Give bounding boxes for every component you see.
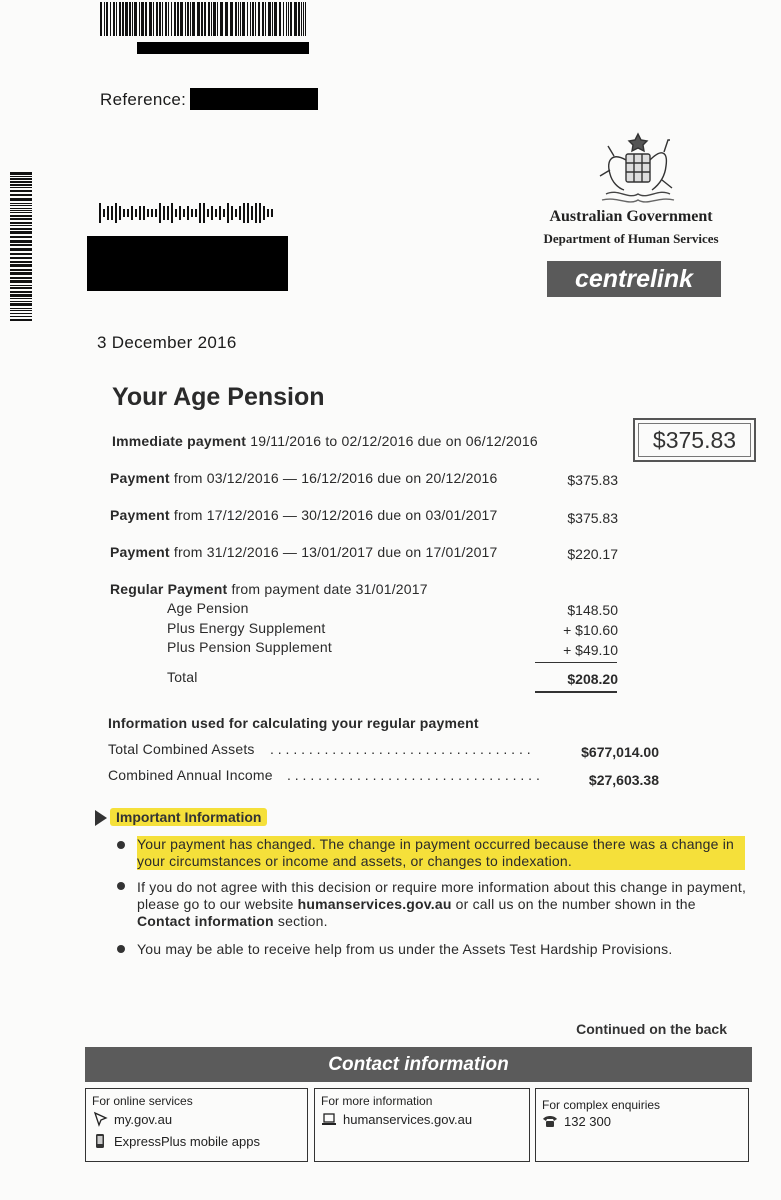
breakdown-amount: + $49.10 [563, 642, 618, 658]
breakdown-label: Age Pension [167, 600, 249, 616]
website-item[interactable] [321, 1111, 472, 1127]
government-name: Australian Government [549, 208, 713, 225]
humanservices-link[interactable]: humanservices.gov.au [343, 1111, 473, 1127]
triangle-arrow-icon [95, 810, 107, 826]
website-link[interactable]: humanservices.gov.au [297, 896, 452, 912]
payment-label: Payment [110, 470, 170, 486]
phone-item[interactable] [542, 1113, 611, 1129]
important-info-label: Important Information [110, 808, 267, 826]
income-value: $27,603.38 [588, 772, 659, 788]
coat-of-arms-icon [588, 130, 688, 208]
immediate-amount: $375.83 [638, 423, 751, 457]
complex-enquiries-box [535, 1088, 749, 1162]
calculation-heading: Information used for calculating your regular payment [108, 715, 479, 731]
breakdown-amount: + $10.60 [563, 622, 618, 638]
centrelink-logo: centrelink [547, 261, 721, 297]
phone-number[interactable]: 132 300 [564, 1113, 611, 1129]
immediate-payment-row [112, 433, 538, 449]
telephone-icon [542, 1113, 558, 1129]
assets-leader-dots: . . . . . . . . . . . . . . . . . . . . . . . . . . . . . . . . . . [270, 741, 531, 757]
total-label: Total [167, 669, 198, 685]
payment-amount: $375.83 [567, 472, 618, 488]
regular-payment-detail: from payment date 31/01/2017 [231, 581, 428, 597]
expressplus-item[interactable] [92, 1133, 260, 1149]
postal-barcode [99, 202, 273, 224]
bullet-payment-changed: Your payment has changed. The change in payment occurred because there was a change in your circumstances or income and assets, or changes to indexation. [137, 836, 745, 870]
department-name: Department of Human Services [543, 231, 719, 246]
reference-label: Reference: [100, 90, 187, 109]
income-leader-dots: . . . . . . . . . . . . . . . . . . . . . . . . . . . . . . . . . [287, 767, 540, 783]
online-services-box [85, 1088, 308, 1162]
letter-date: 3 December 2016 [97, 333, 237, 352]
contact-info-reference: Contact information [137, 913, 274, 929]
bullet-disagree [137, 879, 747, 930]
bullet-dot-icon [117, 945, 125, 953]
breakdown-label: Plus Energy Supplement [167, 620, 326, 636]
redacted-reference [190, 88, 318, 110]
payment-amount: $220.17 [567, 546, 618, 562]
breakdown-amount: $148.50 [567, 602, 618, 618]
page-title: Your Age Pension [112, 383, 325, 411]
contact-info-bar: Contact information [85, 1047, 752, 1082]
side-barcode [10, 172, 32, 322]
payment-row [110, 544, 498, 560]
breakdown-label: Plus Pension Supplement [167, 639, 332, 655]
more-info-heading: For more information [321, 1094, 433, 1108]
payment-amount: $375.83 [567, 510, 618, 526]
payment-row [110, 470, 498, 486]
continued-note: Continued on the back [576, 1021, 727, 1037]
assets-label: Total Combined Assets [108, 741, 255, 757]
expressplus-link[interactable]: ExpressPlus mobile apps [114, 1133, 260, 1149]
redacted-address [87, 236, 288, 291]
total-rule-top [535, 662, 617, 663]
payment-row [110, 507, 498, 523]
mygov-item[interactable] [92, 1111, 172, 1127]
laptop-icon [321, 1111, 337, 1127]
total-amount: $208.20 [567, 671, 618, 687]
more-info-box [314, 1088, 530, 1162]
payment-detail: from 03/12/2016 — 16/12/2016 due on 20/12/2016 [173, 470, 498, 486]
mygov-link[interactable]: my.gov.au [114, 1111, 173, 1127]
immediate-payment-detail: 19/11/2016 to 02/12/2016 due on 06/12/2016 [250, 433, 538, 449]
income-label: Combined Annual Income [108, 767, 273, 783]
payment-label: Payment [110, 507, 170, 523]
complex-enquiries-heading: For complex enquiries [542, 1098, 661, 1112]
payment-label: Payment [110, 544, 170, 560]
payment-detail: from 17/12/2016 — 30/12/2016 due on 03/01/2017 [173, 507, 498, 523]
bullet-dot-icon [117, 882, 125, 890]
immediate-payment-label: Immediate payment [112, 433, 247, 449]
total-rule-bottom [535, 691, 617, 693]
immediate-amount-box [633, 418, 756, 462]
bullet-hardship: You may be able to receive help from us under the Assets Test Hardship Provisions. [137, 941, 673, 957]
redacted-name-bar [137, 42, 309, 54]
bullet-disagree-text-1: If you do not agree with this decision or require more information about this change in payment, please go to our website [137, 879, 747, 912]
payment-detail: from 31/12/2016 — 13/01/2017 due on 17/01/2017 [173, 544, 498, 560]
regular-payment-label: Regular Payment [110, 581, 228, 597]
bullet-disagree-text-2: or call us on the number shown in the [451, 896, 696, 912]
top-barcode [100, 2, 307, 36]
assets-value: $677,014.00 [581, 744, 659, 760]
regular-payment-heading [110, 581, 428, 597]
bullet-disagree-text-3: section. [273, 913, 328, 929]
bullet-dot-icon [117, 841, 125, 849]
mouse-pointer-icon [92, 1111, 108, 1127]
mobile-phone-icon [92, 1133, 108, 1149]
online-services-heading: For online services [92, 1094, 193, 1108]
